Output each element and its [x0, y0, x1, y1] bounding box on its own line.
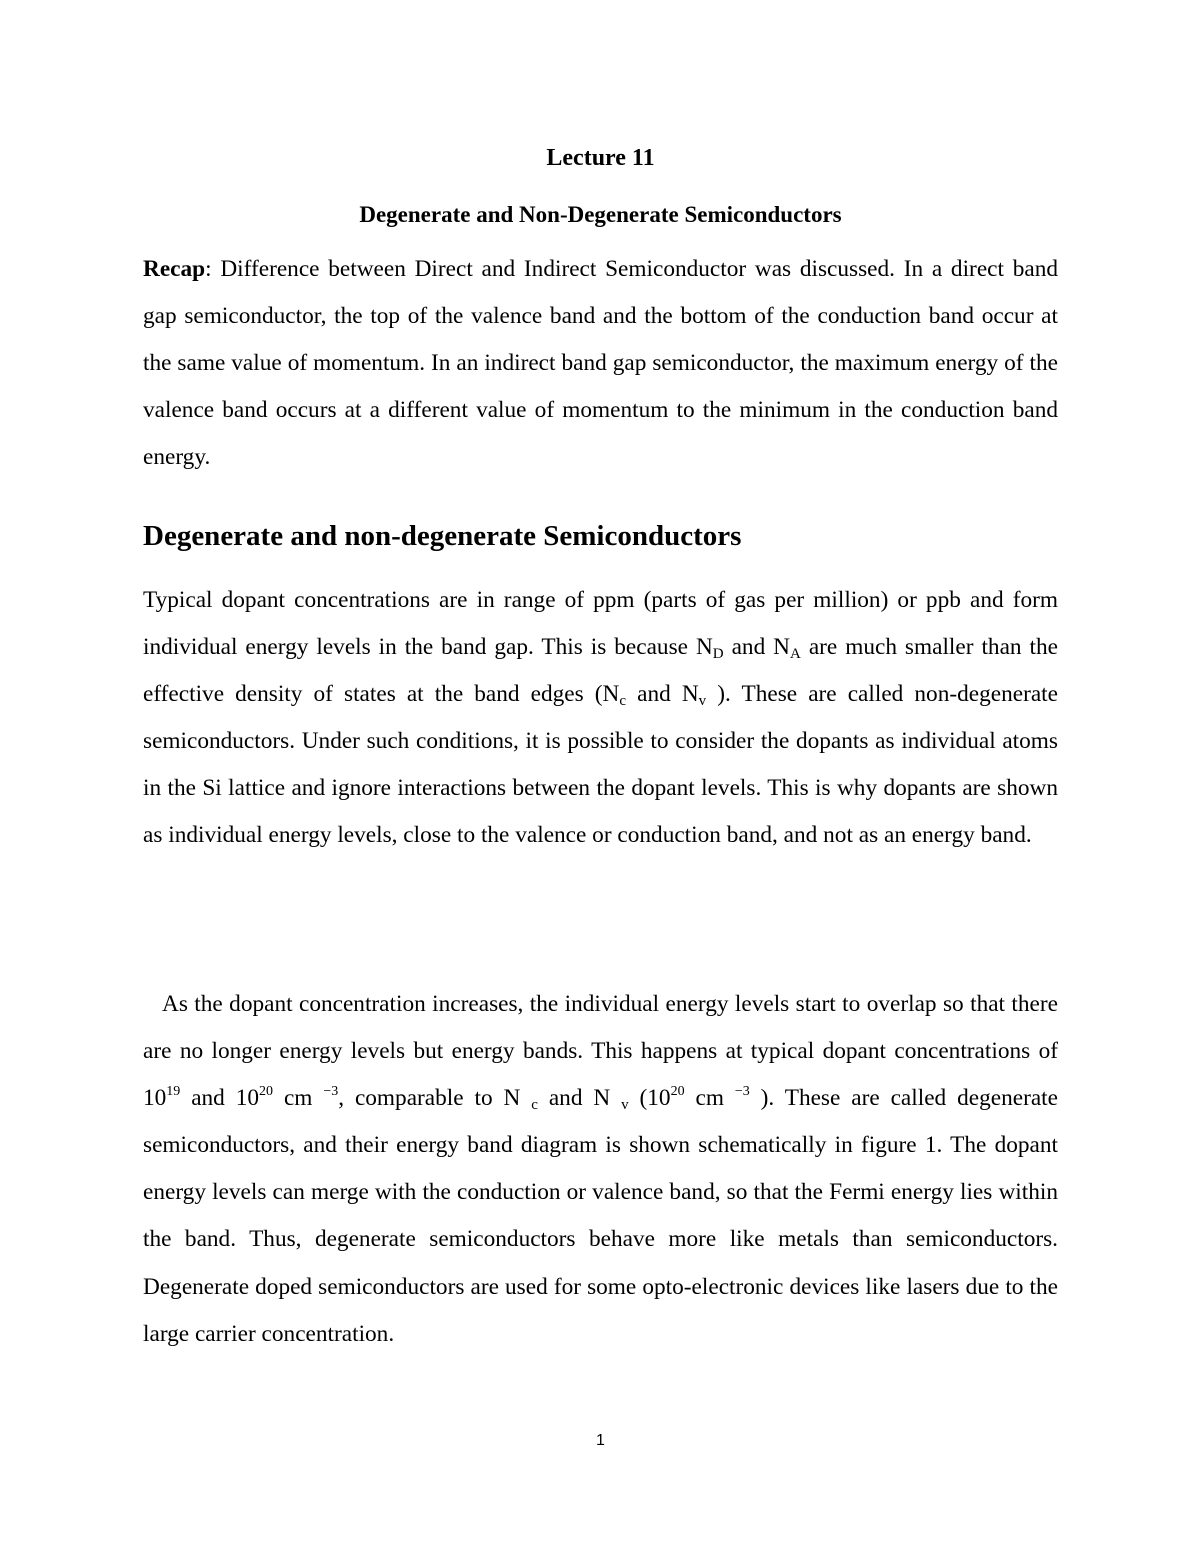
p1-text-4: and N — [626, 681, 699, 708]
p1-text-3: are much smaller than the effective density of states at the band edges (N — [143, 634, 1058, 708]
p1-text-5: ). These are called non-degenerate semiconductors. Under such conditions, it is possible to consider the dopants as individual atoms in the Si lattice and ignore interactions between the dopant levels. This is why dopants are shown as individual energy levels, close to the valence or conduction band, and not as an energy band. — [143, 681, 1058, 849]
subscript-v: v — [621, 1097, 629, 1114]
p2-text-2: and 10 — [180, 1085, 260, 1112]
recap-text: : Difference between Direct and Indirect Semiconductor was discussed. In a direct band gap semiconductor, the top of the valence band and the bottom of the conduction band occur at the same value of momentum. In an indirect band gap semiconductor, the maximum energy of the valence band occurs at a different value of momentum to the minimum in the conduction band energy. — [143, 256, 1058, 471]
p1-text-1: Typical dopant concentrations are in range of ppm (parts of gas per million) or ppb and form individual energy levels in the band gap. This is because N — [143, 587, 1058, 661]
p2-text-8: ). These are called degenerate semiconductors, and their energy band diagram is shown schematically in figure 1. The dopant energy levels can merge with the conduction or valence band, so that the Fermi energy lies within the band. Thus, degenerate semiconductors behave more like metals than semiconductors. Degenerate doped semiconductors are used for some opto-electronic devices like lasers due to the large carrier concentration. — [143, 1085, 1058, 1347]
paragraph-non-degenerate — [143, 577, 1058, 860]
p2-text-5: and N — [537, 1085, 622, 1112]
document-subtitle: Degenerate and Non-Degenerate Semiconductors — [359, 202, 842, 227]
document-page — [143, 0, 1058, 1553]
superscript-minus-3: −3 — [734, 1084, 750, 1100]
section-heading: Degenerate and non-degenerate Semiconductors — [143, 520, 742, 552]
page-number: 1 — [596, 1432, 605, 1449]
p1-text-2: and N — [723, 634, 791, 661]
paragraph-degenerate — [143, 981, 1058, 1358]
superscript-minus-3: −3 — [323, 1084, 339, 1100]
superscript-20: 20 — [259, 1084, 274, 1100]
superscript-20: 20 — [670, 1084, 685, 1100]
recap-label: Recap — [143, 256, 206, 282]
p2-text-6: (10 — [628, 1085, 671, 1112]
p2-text-7: cm — [684, 1085, 735, 1112]
recap-paragraph — [143, 246, 1058, 481]
p2-text-3: cm — [273, 1085, 324, 1112]
lecture-title: Lecture 11 — [546, 145, 655, 171]
subscript-v: v — [698, 693, 707, 710]
superscript-19: 19 — [166, 1084, 181, 1100]
p2-text-4: , comparable to N — [338, 1085, 532, 1112]
subscript-c: c — [531, 1097, 538, 1114]
p2-text-1: As the dopant concentration increases, the individual energy levels start to overlap so that there are no longer energy levels but energy bands. This happens at typical dopant concentrations of 10 — [143, 991, 1058, 1112]
subscript-c: c — [619, 693, 627, 710]
subscript-a: A — [790, 646, 801, 663]
subscript-d: D — [712, 646, 724, 663]
